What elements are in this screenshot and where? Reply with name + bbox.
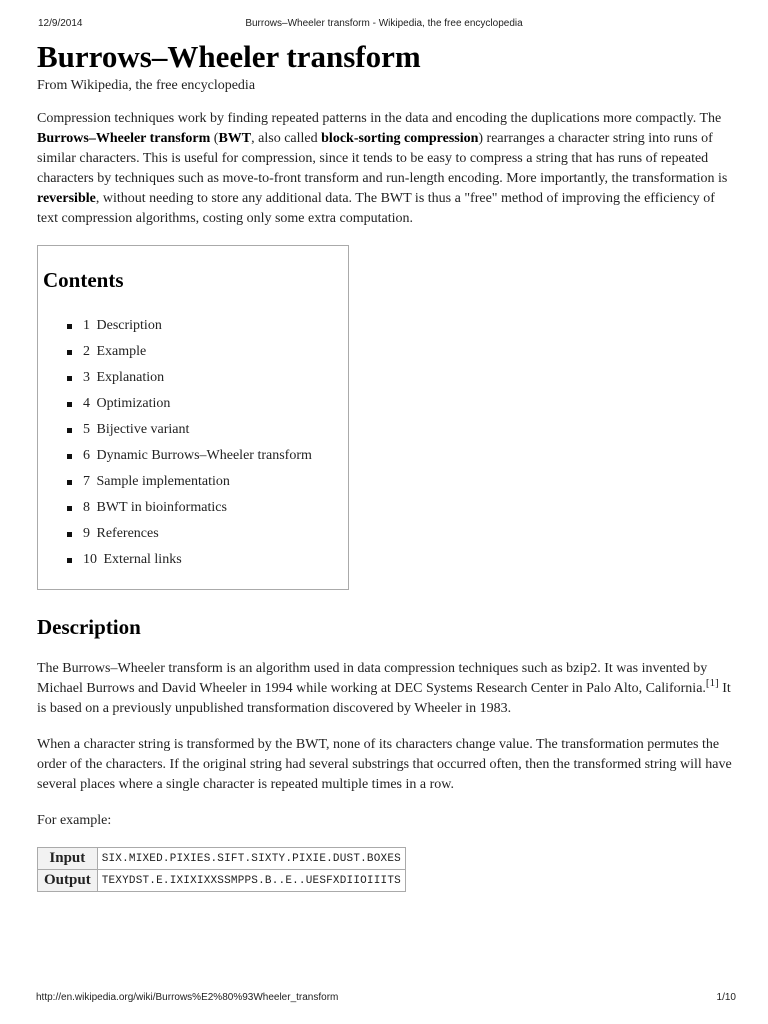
toc-item[interactable] (38, 521, 348, 547)
toc-item[interactable] (38, 313, 348, 339)
text: . More importantly, the transformation is (499, 171, 728, 186)
toc-item[interactable] (38, 417, 348, 443)
toc-number: 2 (83, 344, 90, 359)
description-paragraph-2: When a character string is transformed by the BWT, none of its characters change value. The transformation permutes the order of the characters. If the original string had several substrings that occurred often, then the transformed string will have several places where a single character is repeated multiple times in a row. (37, 737, 732, 792)
toc-item[interactable] (38, 391, 348, 417)
print-date: 12/9/2014 (38, 18, 83, 29)
link-palo-alto[interactable]: Palo Alto, California (586, 681, 703, 696)
toc-item[interactable] (38, 365, 348, 391)
toc-number: 3 (83, 370, 90, 385)
toc-text: Bijective variant (96, 422, 190, 437)
print-header (0, 18, 768, 32)
text: and (358, 171, 387, 186)
bullet-icon (67, 402, 72, 407)
text: The Burrows–Wheeler transform is an algorithm used in data compression techniques such as (37, 661, 567, 676)
bullet-icon (67, 532, 72, 537)
link-move-to-front[interactable]: move-to-front transform (222, 171, 359, 186)
link-david-wheeler[interactable]: David Wheeler (161, 681, 247, 696)
bold-term: reversible (37, 191, 96, 206)
toc-text: Sample implementation (96, 474, 230, 489)
description-paragraph-3: For example: (37, 813, 112, 828)
toc-number: 7 (83, 474, 90, 489)
toc-number: 1 (83, 318, 90, 333)
output-label: Output (38, 870, 98, 892)
print-page-title: Burrows–Wheeler transform - Wikipedia, the free encyclopedia (245, 18, 523, 29)
toc-number: 9 (83, 526, 90, 541)
text: and (134, 681, 162, 696)
toc-number: 5 (83, 422, 90, 437)
link-run-length-encoding[interactable]: run-length encoding (386, 171, 500, 186)
print-url: http://en.wikipedia.org/wiki/Burrows%E2%80%93Wheeler_transform (36, 992, 339, 1003)
description-paragraph-1 (37, 659, 737, 719)
table-row (38, 870, 406, 892)
text: in 1994 while working at (246, 681, 395, 696)
input-label: Input (38, 848, 98, 870)
print-footer (0, 992, 768, 1006)
toc-text: External links (103, 552, 182, 567)
section-heading-description: Description (37, 615, 141, 639)
bullet-icon (67, 376, 72, 381)
link-michael-burrows[interactable]: Michael Burrows (37, 681, 135, 696)
bullet-icon (67, 480, 72, 485)
lead-paragraph (37, 109, 737, 229)
toc-number: 6 (83, 448, 90, 463)
toc-text: Optimization (96, 396, 171, 411)
toc-list (38, 313, 348, 573)
bullet-icon (67, 454, 72, 459)
toc-text: Description (96, 318, 162, 333)
example-table (37, 847, 406, 892)
bullet-icon (67, 428, 72, 433)
toc-item[interactable] (38, 495, 348, 521)
page-title: Burrows–Wheeler transform (37, 39, 421, 74)
bullet-icon (67, 558, 72, 563)
output-value: TEXYDST.E.IXIXIXXSSMPPS.B..E..UESFXDIIOIIITS (97, 870, 405, 892)
bold-term: block-sorting compression (321, 131, 479, 146)
table-of-contents (37, 245, 349, 590)
text: ) rearranges a character string into runs of similar characters. This is useful for compression, since it tends to be easy to compress a string that has runs of repeated characters by techniques such as (37, 131, 713, 186)
bullet-icon (67, 506, 72, 511)
table-row (38, 848, 406, 870)
input-value: SIX.MIXED.PIXIES.SIFT.SIXTY.PIXIE.DUST.BOXES (97, 848, 405, 870)
article (37, 38, 737, 892)
bullet-icon (67, 350, 72, 355)
toc-text: Example (96, 344, 147, 359)
bullet-icon (67, 324, 72, 329)
text: Compression techniques work by finding repeated patterns in the data and encoding the duplications more compactly. The (37, 111, 722, 126)
toc-item[interactable] (38, 339, 348, 365)
toc-text: Explanation (96, 370, 165, 385)
toc-item[interactable] (38, 469, 348, 495)
toc-number: 10 (83, 552, 97, 567)
text: It is based on a previously unpublished transformation discovered by Wheeler in 1983. (37, 681, 731, 716)
link-dec-src[interactable]: DEC Systems Research Center (394, 681, 569, 696)
bold-term: Burrows–Wheeler transform (37, 131, 211, 146)
bold-term: BWT (218, 131, 252, 146)
tagline: From Wikipedia, the free encyclopedia (37, 78, 256, 93)
reference-link[interactable]: [1] (705, 677, 719, 689)
text: , without needing to store any additional data. The BWT is thus a "free" method of improving the efficiency of text compression algorithms, costing only some extra computation. (37, 191, 715, 226)
text: , also called (251, 131, 322, 146)
text: . It was invented by (597, 661, 708, 676)
toc-number: 8 (83, 500, 90, 515)
toc-number: 4 (83, 396, 90, 411)
toc-item[interactable] (38, 443, 348, 469)
toc-text: BWT in bioinformatics (96, 500, 227, 515)
page-number: 1/10 (716, 992, 736, 1003)
text: . (702, 681, 706, 696)
toc-title: Contents (43, 268, 124, 292)
link-bzip2[interactable]: bzip2 (566, 661, 598, 676)
toc-item[interactable] (38, 547, 348, 573)
toc-text: Dynamic Burrows–Wheeler transform (96, 448, 312, 463)
text: ( (210, 131, 219, 146)
text: in (568, 681, 587, 696)
toc-text: References (96, 526, 159, 541)
